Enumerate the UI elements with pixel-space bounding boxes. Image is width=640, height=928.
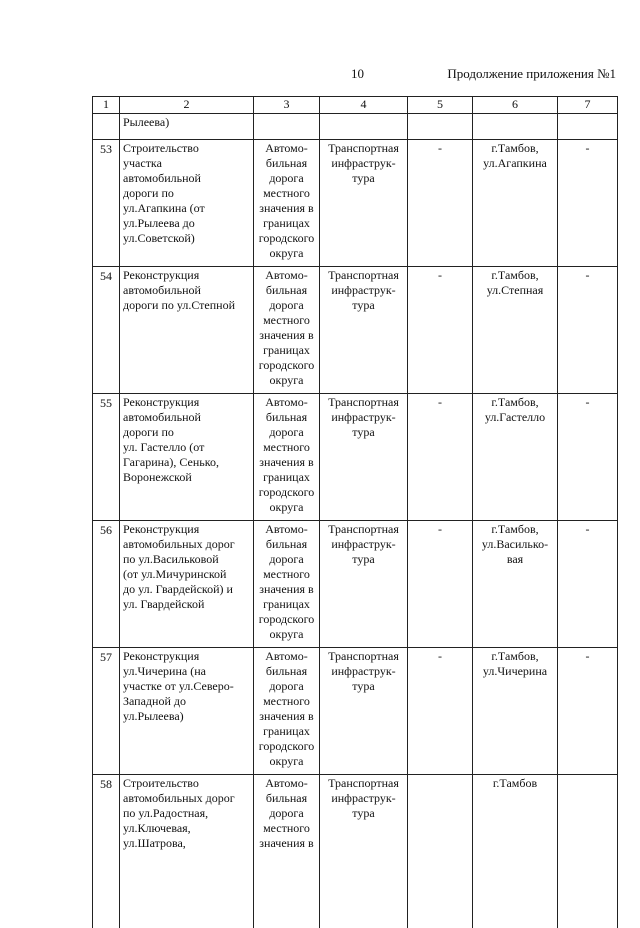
object-characteristics: - bbox=[408, 648, 473, 775]
column-header: 7 bbox=[558, 97, 618, 114]
row-number: 54 bbox=[93, 267, 120, 394]
object-purpose: Транспортная инфраструк- тура bbox=[320, 648, 408, 775]
object-name: Строительство автомобильных дорог по ул.Радостная, ул.Ключевая, ул.Шатрова, bbox=[120, 775, 254, 928]
object-purpose: Транспортная инфраструк- тура bbox=[320, 140, 408, 267]
object-characteristics: - bbox=[408, 521, 473, 648]
object-characteristics: - bbox=[408, 394, 473, 521]
object-zones: - bbox=[558, 648, 618, 775]
column-header: 2 bbox=[120, 97, 254, 114]
object-zones: - bbox=[558, 267, 618, 394]
object-characteristics bbox=[408, 114, 473, 140]
column-header: 4 bbox=[320, 97, 408, 114]
object-location bbox=[473, 114, 558, 140]
object-type: Автомо- бильная дорога местного значения в границах городского округа bbox=[254, 521, 320, 648]
infrastructure-table bbox=[92, 96, 618, 928]
continuation-title: Продолжение приложения №1 bbox=[447, 66, 616, 82]
column-header: 3 bbox=[254, 97, 320, 114]
table-row bbox=[93, 140, 618, 267]
object-zones: - bbox=[558, 521, 618, 648]
object-name: Строительство участка автомобильной дороги по ул.Агапкина (от ул.Рылеева до ул.Советской) bbox=[120, 140, 254, 267]
object-location: г.Тамбов, ул.Степная bbox=[473, 267, 558, 394]
object-purpose: Транспортная инфраструк- тура bbox=[320, 521, 408, 648]
object-location: г.Тамбов, ул.Агапкина bbox=[473, 140, 558, 267]
row-number: 57 bbox=[93, 648, 120, 775]
table-row bbox=[93, 648, 618, 775]
table-row bbox=[93, 521, 618, 648]
row-number: 58 bbox=[93, 775, 120, 928]
object-purpose bbox=[320, 114, 408, 140]
row-number: 56 bbox=[93, 521, 120, 648]
object-type: Автомо- бильная дорога местного значения в границах городского округа bbox=[254, 648, 320, 775]
object-zones: - bbox=[558, 140, 618, 267]
object-type: Автомо- бильная дорога местного значения в bbox=[254, 775, 320, 928]
page-number: 10 bbox=[351, 66, 364, 82]
object-name: Рылеева) bbox=[120, 114, 254, 140]
object-location: г.Тамбов, ул.Василько- вая bbox=[473, 521, 558, 648]
object-name: Реконструкция ул.Чичерина (на участке от ул.Северо- Западной до ул.Рылеева) bbox=[120, 648, 254, 775]
object-name: Реконструкция автомобильных дорог по ул.Васильковой (от ул.Мичуринской до ул. Гвардейской) и ул. Гвардейской bbox=[120, 521, 254, 648]
object-characteristics: - bbox=[408, 267, 473, 394]
object-name: Реконструкция автомобильной дороги по ул. Гастелло (от Гагарина), Сенько, Воронежской bbox=[120, 394, 254, 521]
table-header-row bbox=[93, 97, 618, 114]
object-type: Автомо- бильная дорога местного значения в границах городского округа bbox=[254, 394, 320, 521]
column-header: 1 bbox=[93, 97, 120, 114]
row-number bbox=[93, 114, 120, 140]
object-name: Реконструкция автомобильной дороги по ул.Степной bbox=[120, 267, 254, 394]
object-zones: - bbox=[558, 394, 618, 521]
object-type: Автомо- бильная дорога местного значения в границах городского округа bbox=[254, 140, 320, 267]
object-location: г.Тамбов, ул.Чичерина bbox=[473, 648, 558, 775]
table-row bbox=[93, 267, 618, 394]
column-header: 5 bbox=[408, 97, 473, 114]
continuation-row bbox=[93, 114, 618, 140]
object-characteristics: - bbox=[408, 140, 473, 267]
object-type bbox=[254, 114, 320, 140]
object-purpose: Транспортная инфраструк- тура bbox=[320, 267, 408, 394]
object-location: г.Тамбов bbox=[473, 775, 558, 928]
object-purpose: Транспортная инфраструк- тура bbox=[320, 775, 408, 928]
object-location: г.Тамбов, ул.Гастелло bbox=[473, 394, 558, 521]
object-purpose: Транспортная инфраструк- тура bbox=[320, 394, 408, 521]
row-number: 55 bbox=[93, 394, 120, 521]
table-row bbox=[93, 394, 618, 521]
object-zones bbox=[558, 114, 618, 140]
row-number: 53 bbox=[93, 140, 120, 267]
object-type: Автомо- бильная дорога местного значения в границах городского округа bbox=[254, 267, 320, 394]
column-header: 6 bbox=[473, 97, 558, 114]
